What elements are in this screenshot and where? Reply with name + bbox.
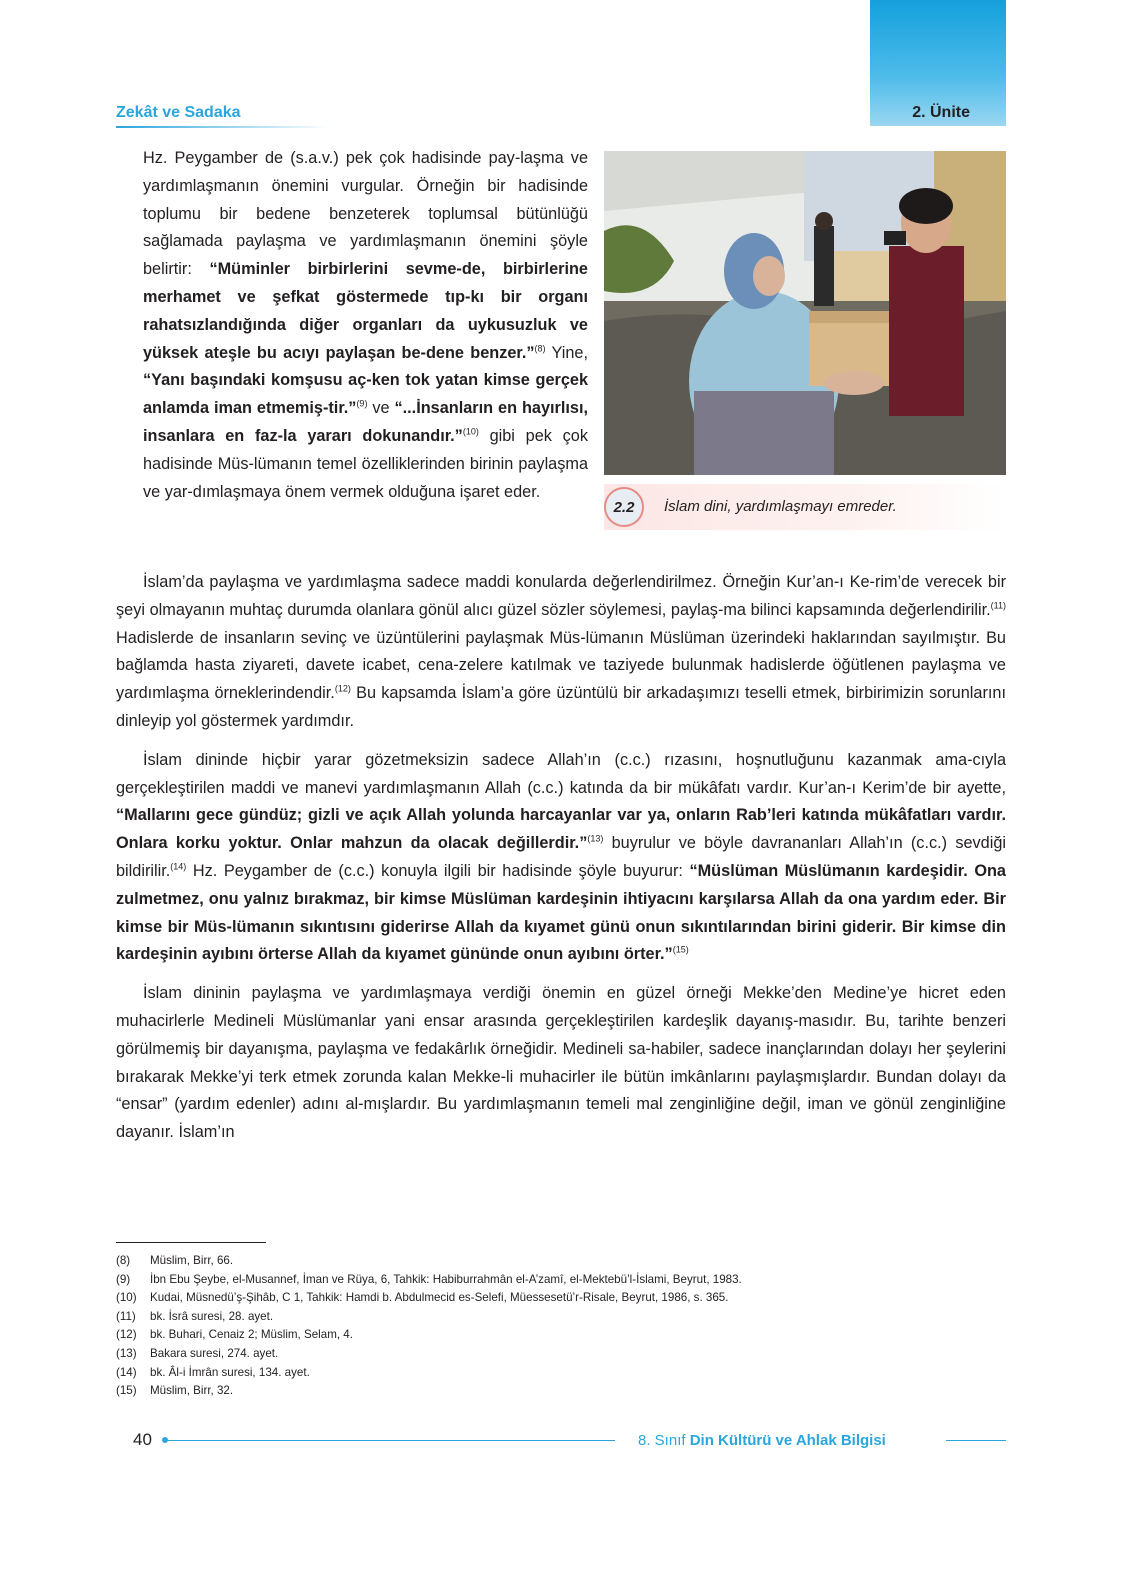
text-run: İslam dininin paylaşma ve yardımlaşmaya verdiği önemin en güzel örneği Mekke’den Medine’ye hicret eden muhacirlerle Medineli Müslümanlar yani ensar arasında gerçekleştirilen kardeşlik dayanış-masıdır. Bu, tarihte benzeri görülmemiş bir dayanışma, paylaşma ve fedakârlık örneğidir. Medineli sa-habiler, sadece inançlarından dolayı her şeylerini bırakarak Mekke’yi terk etmek zorunda kalan Mekke-li muhacirler ile bütün imkânlarını paylaşmışlardır. Bundan dolayı da “ensar” (yardım edenler) adını al-mışlardır. Bu yardımlaşmanın temeli mal zenginliğine değil, iman ve gönül zenginliğine dayanır. İslam’ın [116,984,1006,1142]
footnote-item [116,1382,1006,1401]
figure-number-badge: 2.2 [604,487,644,527]
text-run: Yine, [545,343,588,362]
footnote-text: Müslim, Birr, 32. [150,1384,234,1398]
footnote-number: (12) [116,1328,137,1342]
footnote-reference: (15) [672,944,689,955]
text-run: gibi pek çok hadisinde Müs-lümanın temel özelliklerinden birinin paylaşma ve yar-dımlaşmaya önem vermek olduğuna işaret eder. [143,426,588,501]
footnote-item [116,1252,1006,1271]
footnote-reference: (9) [356,398,368,409]
footnote-text: Kudai, Müsnedü’ş-Şihâb, C 1, Tahkik: Hamdi b. Abdulmecid es-Selefi, Müessesetü’r-Risale, Beyrut, 1986, s. 365. [150,1291,729,1305]
footnote-number: (13) [116,1346,137,1360]
body-paragraph [116,980,1006,1147]
footnote-number: (8) [116,1254,131,1267]
footnote-text: İbn Ebu Şeybe, el-Musannef, İman ve Rüya, 6, Tahkik: Habiburrahmân el-A’zamî, el-Mektebü’l-İslami, Beyrut, 1983. [150,1272,742,1286]
figure-photo [604,151,1006,475]
emphasis-quote: “Yanı başındaki komşusu aç-ken tok yatan kimse gerçek anlamda iman etmemiş-tir.” [143,371,588,418]
footnote-number: (11) [116,1309,136,1323]
book-title [638,1432,886,1449]
section-title: Zekât ve Sadaka [116,104,241,121]
figure-caption: İslam dini, yardımlaşmayı emreder. [664,498,897,515]
footnote-item [116,1308,1006,1327]
footnote-text: Müslim, Birr, 66. [150,1254,234,1267]
main-body [116,569,1006,1158]
footnote-reference: (8) [534,343,546,354]
footnote-number: (9) [116,1272,131,1286]
footnote-reference: (11) [990,600,1006,611]
footnote-rule [116,1242,266,1243]
intro-text [143,145,588,506]
footnotes [116,1252,1006,1401]
book-title-main: Din Kültürü ve Ahlak Bilgisi [689,1432,886,1449]
intro-paragraph [143,145,588,506]
text-run: İslam dininde hiçbir yarar gözetmeksizin sadece Allah’ın (c.c.) rızasını, hoşnutluğunu kazanmak ama-cıyla gerçekleştirilen maddi ve manevi yardımlaşmanın Allah (c.c.) katında da bir mükâfatı vardır. Kur’an-ı Kerim’de bir ayette, [116,750,1006,797]
section-title-underline [116,126,331,128]
footnote-reference: (10) [462,426,479,437]
footnote-number: (15) [116,1384,137,1398]
body-paragraph [116,569,1006,736]
footnote-item [116,1345,1006,1364]
unit-label: 2. Ünite [912,104,970,121]
emphasis-quote: “Mallarını gece gündüz; gizli ve açık Allah yolunda harcayanlar var ya, onların Rab’leri katında mükâfatları vardır. Onlara korku yoktur. Onlar mahzun da olacak değillerdir.” [116,806,1006,853]
text-run: Hz. Peygamber de (c.c.) konuyla ilgili bir hadisinde şöyle buyurur: [186,861,690,880]
footnote-reference: (14) [170,861,187,872]
footnote-text: bk. İsrâ suresi, 28. ayet. [150,1309,274,1323]
text-run: ve [367,399,395,418]
book-title-prefix: 8. Sınıf [638,1432,686,1449]
text-run: Hadislerde de insanların sevinç ve üzüntülerini paylaşmak Müs-lümanın Müslüman üzerindeki haklarından sayılmıştır. Bu bağlamda hasta ziyareti, davete icabet, cena-zelere katılmak ve taziyede bulunmak hadislerde öğütlenen paylaşma ve yardımlaşma örneklerindendir. [116,628,1006,703]
text-run: İslam’da paylaşma ve yardımlaşma sadece maddi konularda değerlendirilmez. Örneğin Kur’an-ı Ke-rim’de verecek bir şeyi olmayanın muhtaç durumda olanlara gönül alıcı güzel sözler söylemesi, paylaş-ma bilinci kapsamında değerlendirilir. [116,573,1006,619]
footnote-reference: (13) [587,833,604,844]
body-paragraph [116,747,1006,969]
footnote-reference: (12) [334,683,351,694]
footnote-item [116,1289,1006,1308]
text-run: Bu kapsamda İslam’a göre üzüntülü bir arkadaşımızı teselli etmek, birbirimizin sorunlarını dinleyip yol göstermek yardımdır. [116,684,1006,730]
page-number: 40 [133,1430,152,1449]
emphasis-quote: “...İnsanların en hayırlısı, insanlara en faz-la yararı dokunandır.” [143,399,589,445]
footer-line-right [946,1440,1006,1441]
emphasis-quote: “Müminler birbirlerini sevme-de, birbirlerine merhamet ve şefkat göstermede tıp-kı bir organı rahatsızlandığında diğer organları da uykusuzluk ve yüksek ateşle bu acıyı paylaşan be-dene benzer.” [143,260,588,362]
footnote-item [116,1326,1006,1345]
footnote-item [116,1364,1006,1383]
charity-photo-illustration [604,151,1006,475]
text-run: Hz. Peygamber de (s.a.v.) pek çok hadisinde pay-laşma ve yardımlaşmanın önemini vurgular. Örneğin bir hadisinde toplumu bir bedene benzeterek toplumsal bütünlüğü sağlamada paylaşma ve yardımlaşmanın önemini şöyle belirtir: [143,149,588,279]
footnote-item [116,1271,1006,1290]
footnote-text: Bakara suresi, 274. ayet. [150,1346,279,1360]
text-run: buyrulur ve böyle davrananları Allah’ın (c.c.) sevdiği bildirilir. [116,834,1006,880]
footnote-text: bk. Buhari, Cenaiz 2; Müslim, Selam, 4. [150,1328,353,1342]
footer-line-left [165,1440,615,1441]
footnote-text: bk. Âl-i İmrân suresi, 134. ayet. [150,1365,310,1379]
footnote-number: (10) [116,1291,137,1305]
emphasis-quote: “Müslüman Müslümanın kardeşidir. Ona zulmetmez, onu yalnız bırakmaz, bir kimse Müslüman kardeşinin ihtiyacını karşılarsa Allah da ona yardım eder. Bir kimse bir Müs-lümanın sıkıntısını giderirse Allah da kıyamet günü onun sıkıntılarından birini giderir. Bir kimse din kardeşinin ayıbını örterse Allah da kıyamet gününde onun ayıbını örter.” [116,861,1006,964]
footnote-number: (14) [116,1365,137,1379]
